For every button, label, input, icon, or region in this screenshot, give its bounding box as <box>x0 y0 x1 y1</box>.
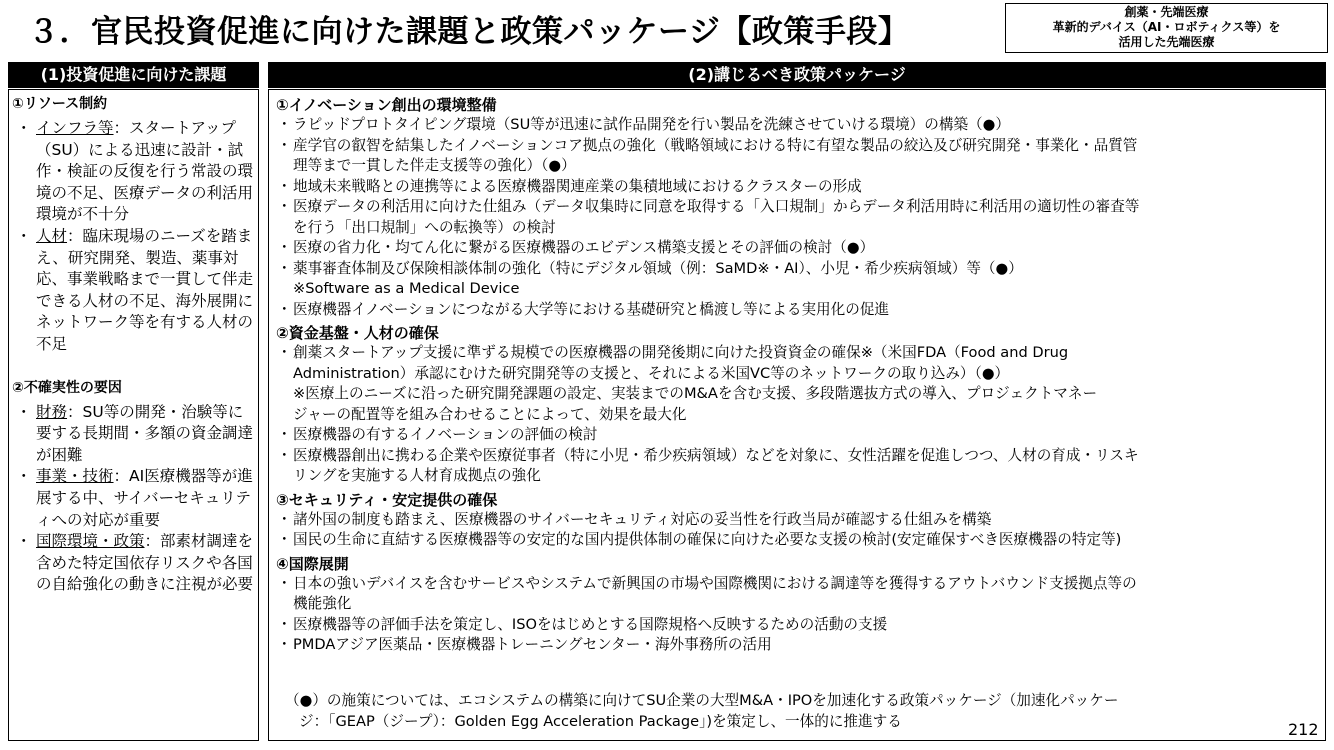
policy-item <box>277 635 1321 656</box>
policy-item-line: 薬事審査体制及び保険相談体制の強化（特にデジタル領域（例：SaMD※・AI）、小児・希少疾病領域）等（●） <box>293 259 1023 277</box>
issue-item-key: 国際環境・政策 <box>36 532 145 551</box>
policy-item <box>277 574 1321 615</box>
bullet-dot: ・ <box>277 574 292 592</box>
policy-item-line: 日本の強いデバイスを含むサービスやシステムで新興国の市場や国際機関における調達等を獲得するアウトバウンド支援拠点等の <box>293 574 1137 592</box>
policy-section-title: ②資金基盤・人材の確保 <box>276 324 439 342</box>
policy-item-line: 産学官の叡智を結集したイノベーションコア拠点の強化（戦略領域における特に有望な製品の絞込及び研究開発・事業化・品質管 <box>293 136 1138 154</box>
issue-item-key: 事業・技術 <box>36 467 114 486</box>
bullet-dot: ・ <box>277 239 292 256</box>
bullet-dot: ・ <box>16 532 32 551</box>
policy-item-line: Administration）承認にむけた研究開発等の支援と、それによる米国VC等のネットワークの取り込み）（●） <box>293 364 1010 382</box>
policy-item <box>277 115 1321 136</box>
bullet-dot: ・ <box>277 198 292 215</box>
policy-item-line: リングを実施する人材育成拠点の強化 <box>293 467 541 484</box>
bullet-dot: ・ <box>277 344 292 361</box>
issues-panel <box>8 89 259 741</box>
issue-item <box>16 402 254 467</box>
policy-item <box>277 343 1321 425</box>
policy-item <box>277 530 1321 551</box>
issue-item-text: 事業・技術：AI医療機器等が進展する中、サイバーセキュリティへの対応が重要 <box>36 467 253 529</box>
policy-item <box>277 136 1321 177</box>
issue-item <box>16 531 254 596</box>
page-number: 212 <box>1288 720 1319 739</box>
policy-item-line: ※医療上のニーズに沿った研究開発課題の設定、実装までのM&Aを含む支援、多段階選抜方式の導入、プロジェクトマネー <box>293 385 1098 402</box>
policy-item <box>277 197 1321 238</box>
issue-item <box>16 118 254 226</box>
bullet-dot: ・ <box>16 119 32 137</box>
policy-item-line: を行う「出口規制」への転換等）の検討 <box>293 218 556 236</box>
policy-item <box>277 177 1321 198</box>
issue-item-text: インフラ等：スタートアップ（SU）による迅速に設計・試作・検証の反復を行う常設の環境の不足、医療データの利活用環境が不十分 <box>36 119 254 224</box>
category-tag-line: 革新的デバイス（AI・ロボティクス等）を <box>1052 20 1281 34</box>
policy-item-line: 医療の省力化・均てん化に繋がる医療機器のエビデンス構築支援とその評価の検討（●） <box>293 239 875 256</box>
bullet-dot: ・ <box>277 531 292 548</box>
issue-item-text: 国際環境・政策：部素材調達を含めた特定国依存リスクや各国の自給強化の動きに注視が必要 <box>36 532 254 594</box>
policy-item-line: ※Software as a Medical Device <box>293 280 520 297</box>
issue-item-text: 財務：SU等の開発・治験等に要する長期間・多額の資金調達が困難 <box>36 402 254 464</box>
bullet-dot: ・ <box>277 259 292 277</box>
policy-item <box>277 510 1321 531</box>
policy-item <box>277 259 1321 300</box>
bullet-dot: ・ <box>16 467 32 486</box>
issue-item-key: 財務 <box>36 402 68 421</box>
policy-content <box>269 90 1325 656</box>
issues-header: (1)投資促進に向けた課題 <box>8 62 259 88</box>
policy-item-line: 地域未来戦略との連携等による医療機器関連産業の集積地域におけるクラスターの形成 <box>293 177 862 195</box>
policy-item-line: ラピッドプロトタイピング環境（SU等が迅速に試作品開発を行い製品を洗練させていける環境）の構築（●） <box>293 116 1010 133</box>
issue-item-key: インフラ等 <box>36 119 114 137</box>
policy-item-line: PMDAアジア医薬品・医療機器トレーニングセンター・海外事務所の活用 <box>293 636 772 653</box>
policy-package-panel <box>268 89 1326 741</box>
policy-item <box>277 238 1321 259</box>
policy-package-header: (2)講じるべき政策パッケージ <box>268 62 1326 88</box>
page-title: ３．官民投資促進に向けた課題と政策パッケージ【政策手段】 <box>28 14 910 50</box>
policy-item-line: 諸外国の制度も踏まえ、医療機器のサイバーセキュリティ対応の妥当性を行政当局が確認する仕組みを構築 <box>293 510 992 528</box>
issue-section-title: ②不確実性の要因 <box>12 379 122 396</box>
package-footnote <box>285 690 1118 732</box>
footnote-line: （●）の施策については、エコシステムの構築に向けてSU企業の大型M&A・IPOを加速化する政策パッケージ（加速化パッケー <box>285 692 1119 709</box>
bullet-dot: ・ <box>277 426 292 443</box>
policy-item-line: 機能強化 <box>293 595 352 612</box>
policy-section-title: ①イノベーション創出の環境整備 <box>276 96 497 114</box>
policy-item <box>277 615 1321 636</box>
bullet-dot: ・ <box>277 636 292 653</box>
bullet-dot: ・ <box>277 615 292 633</box>
issue-item-key: 人材 <box>36 226 68 245</box>
issue-item <box>16 466 254 531</box>
category-tag-line: 活用した先端医療 <box>1118 35 1215 49</box>
bullet-dot: ・ <box>277 177 292 195</box>
bullet-dot: ・ <box>277 446 292 464</box>
bullet-dot: ・ <box>277 136 292 154</box>
bullet-dot: ・ <box>16 402 32 421</box>
category-tag-line: 創薬・先端医療 <box>1124 5 1209 19</box>
bullet-dot: ・ <box>277 510 292 528</box>
footnote-line: ジ：「GEAP（ジープ）：Golden Egg Acceleration Package」)を策定し、一体的に推進する <box>299 713 902 730</box>
category-tag-box <box>1005 3 1328 53</box>
policy-item <box>277 446 1321 487</box>
issue-section-title: ①リソース制約 <box>12 96 108 112</box>
policy-item-line: 理等まで一貫した伴走支援等の強化）（●） <box>293 157 576 174</box>
policy-item-line: 医療機器の有するイノベーションの評価の検討 <box>293 426 598 443</box>
policy-item <box>277 300 1321 321</box>
bullet-dot: ・ <box>277 300 292 318</box>
policy-item-line: 国民の生命に直結する医療機器等の安定的な国内提供体制の確保に向けた必要な支援の検討(安定確保すべき医療機器の特定等) <box>293 531 1122 548</box>
issues-content <box>9 90 258 596</box>
policy-item-line: 医療データの利活用に向けた仕組み（データ収集時に同意を取得する「入口規制」からデータ利活用時に利活用の適切性の審査等 <box>293 198 1140 215</box>
policy-item-line: ジャーの配置等を組み合わせることによって、効果を最大化 <box>293 405 687 423</box>
issue-item <box>16 226 254 356</box>
policy-section-title: ④国際展開 <box>276 554 349 573</box>
policy-section-title: ③セキュリティ・安定提供の確保 <box>276 490 498 509</box>
policy-item-line: 医療機器等の評価手法を策定し、ISOをはじめとする国際規格へ反映するための活動の支援 <box>293 615 888 633</box>
policy-item-line: 医療機器イノベーションにつながる大学等における基礎研究と橋渡し等による実用化の促進 <box>293 300 890 318</box>
bullet-dot: ・ <box>277 116 292 133</box>
policy-item <box>277 425 1321 446</box>
policy-item-line: 創薬スタートアップ支援に準ずる規模での医療機器の開発後期に向けた投資資金の確保※（米国FDA（Food and Drug <box>293 344 1069 361</box>
issue-item-text: 人材：臨床現場のニーズを踏まえ、研究開発、製造、薬事対応、事業戦略まで一貫して伴走できる人材の不足、海外展開にネットワーク等を有する人材の不足 <box>36 226 254 353</box>
bullet-dot: ・ <box>16 226 32 245</box>
policy-item-line: 医療機器創出に携わる企業や医療従事者（特に小児・希少疾病領域）などを対象に、女性活躍を促進しつつ、人材の育成・リスキ <box>293 446 1139 464</box>
